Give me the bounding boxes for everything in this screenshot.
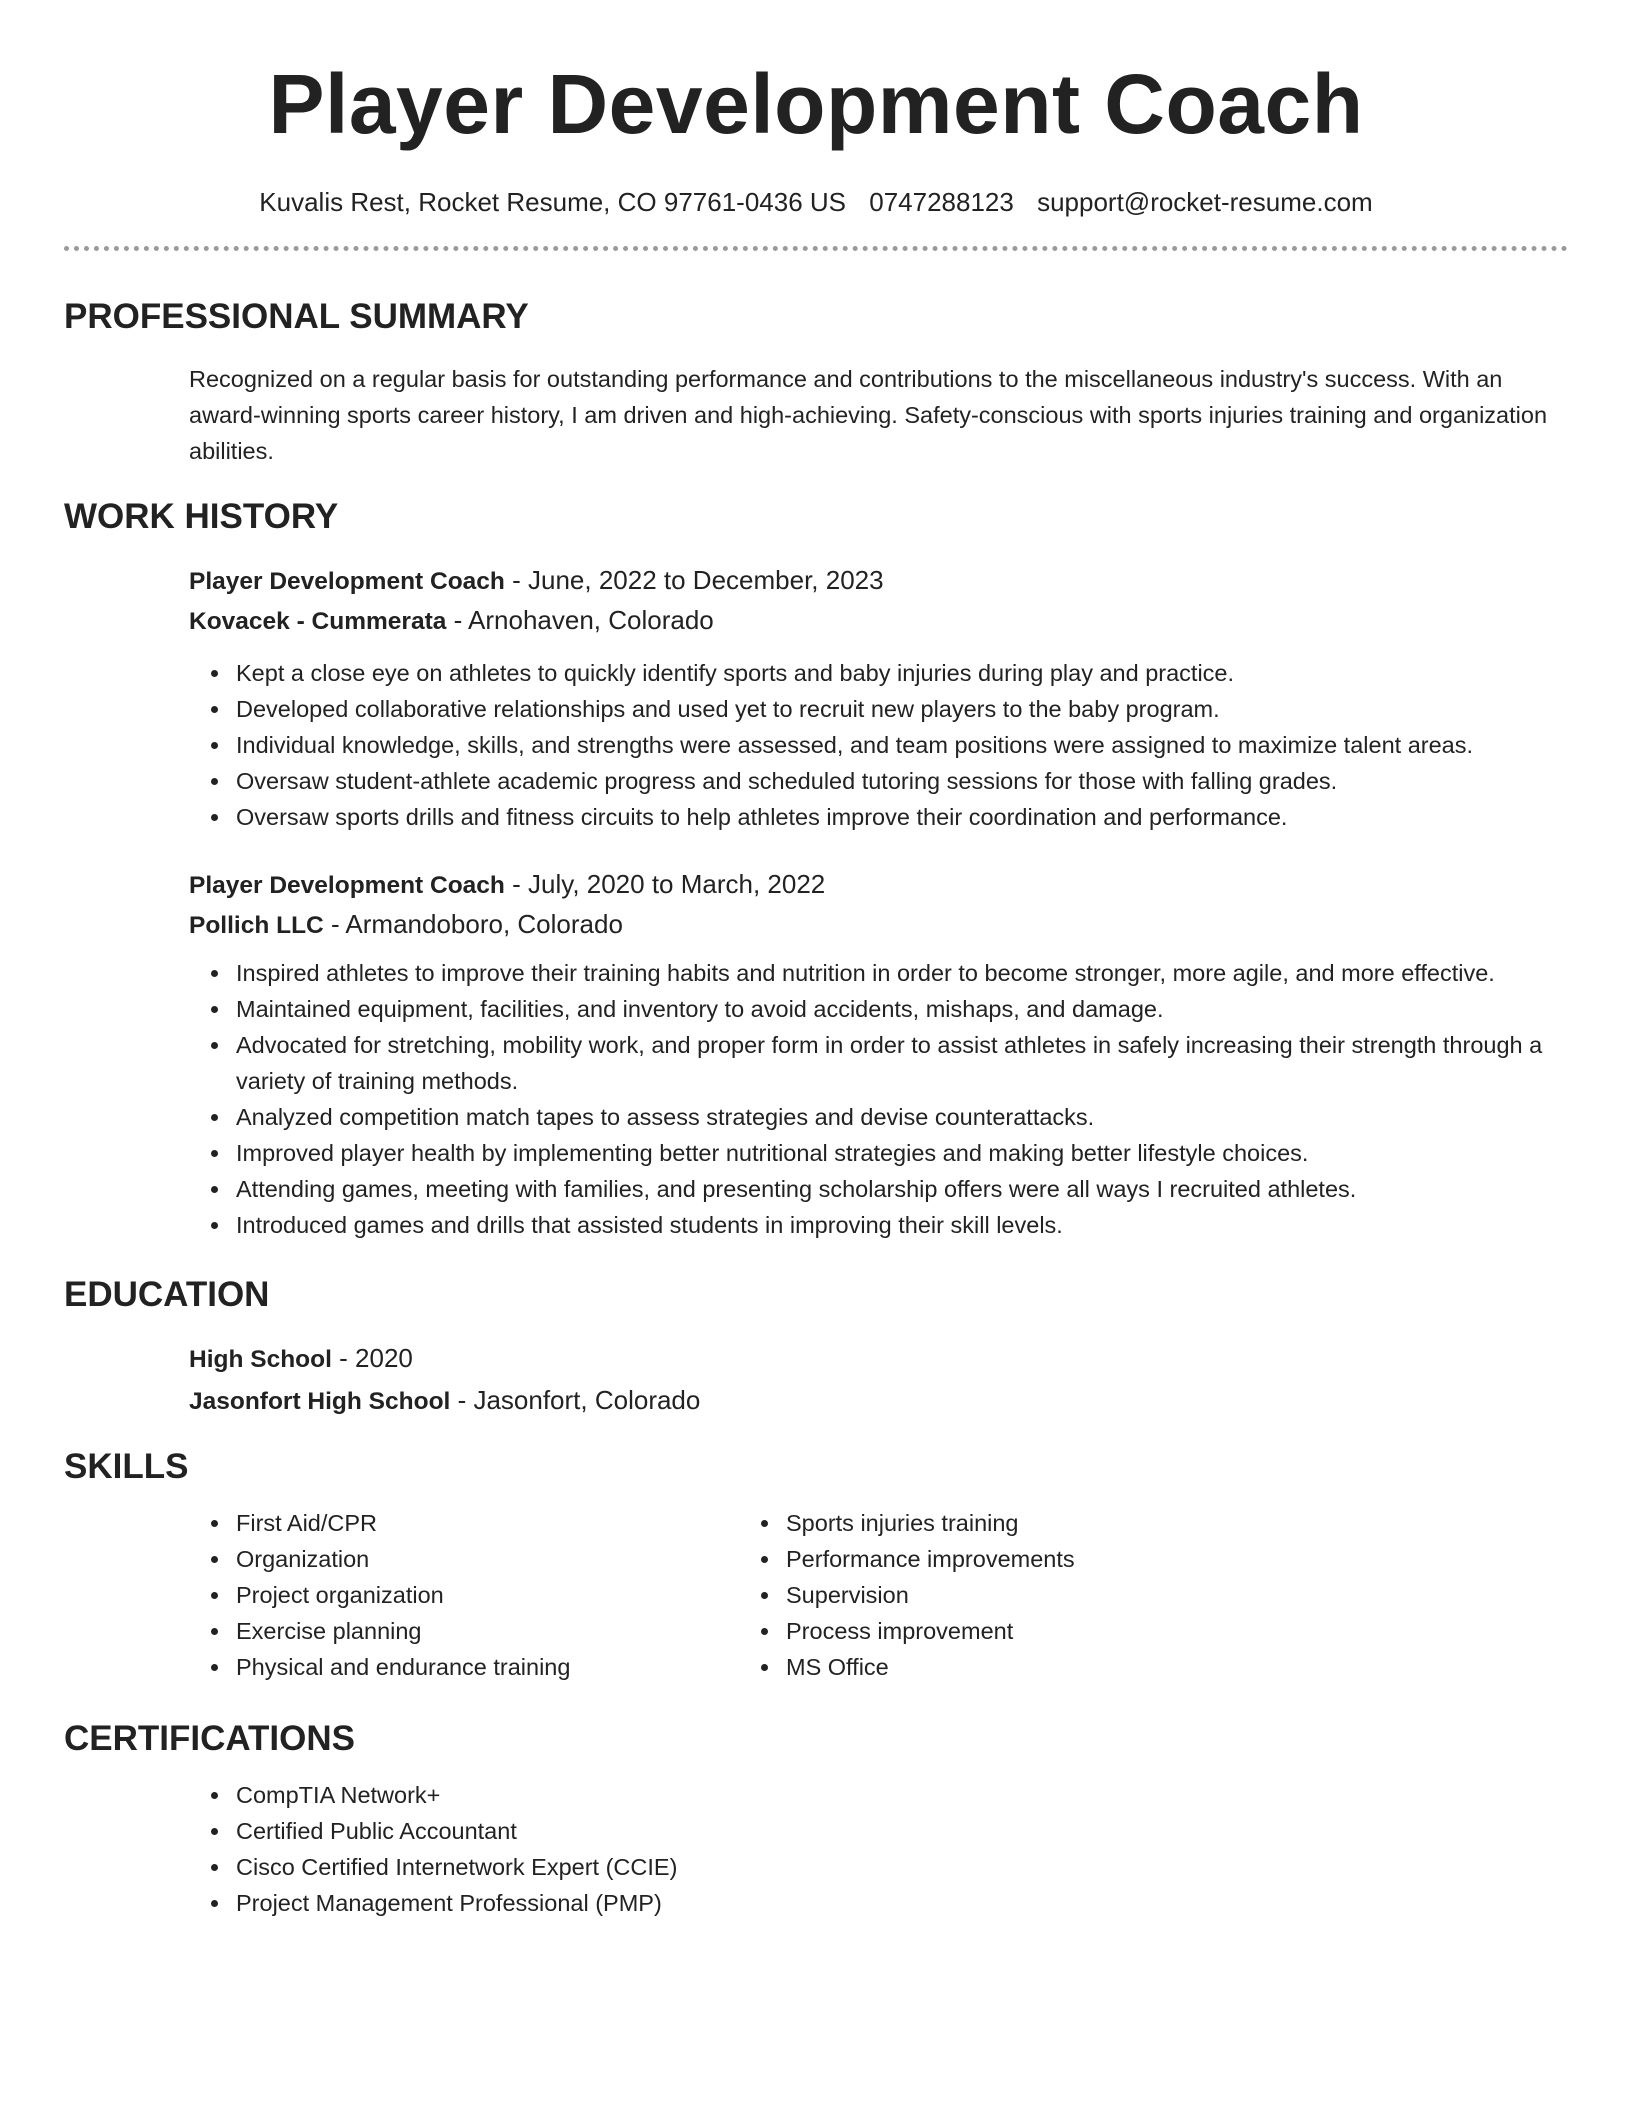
list-item: • Kept a close eye on athletes to quickly identify sports and baby injuries during play and practice. [232, 655, 1568, 691]
job-title-line [189, 561, 1568, 601]
education-year: - 2020 [331, 1343, 413, 1373]
list-item: • Inspired athletes to improve their training habits and nutrition in order to become stronger, more agile, and more effective. [232, 955, 1568, 991]
contact-phone: 0747288123 [869, 187, 1014, 217]
list-item: • Attending games, meeting with families, and presenting scholarship offers were all ways I recruited athletes. [232, 1171, 1568, 1207]
skills-section [64, 1445, 1568, 1685]
resume-page [64, 0, 1568, 1921]
list-item: • Advocated for stretching, mobility work, and proper form in order to assist athletes in safely increasing their strength through a variety of training methods. [232, 1027, 1568, 1099]
education-school-line [189, 1381, 1568, 1421]
job-company: Kovacek - Cummerata [189, 608, 447, 635]
certifications-section [64, 1717, 1568, 1921]
job-company-line [189, 905, 1568, 945]
list-item: • Performance improvements [782, 1541, 1568, 1577]
list-item: • Analyzed competition match tapes to assess strategies and devise counterattacks. [232, 1099, 1568, 1135]
list-item: • Individual knowledge, skills, and strengths were assessed, and team positions were assigned to maximize talent areas. [232, 727, 1568, 763]
job-bullets [64, 955, 1568, 1243]
job-position: Player Development Coach [189, 568, 505, 595]
list-item: • Oversaw sports drills and fitness circuits to help athletes improve their coordination and performance. [232, 799, 1568, 835]
list-item: • Introduced games and drills that assisted students in improving their skill levels. [232, 1207, 1568, 1243]
job-dates: - July, 2020 to March, 2022 [504, 869, 826, 899]
skills-left-list [64, 1505, 740, 1685]
summary-section [64, 295, 1568, 469]
job-company-line [189, 601, 1568, 641]
contact-address: Kuvalis Rest, Rocket Resume, CO 97761-0436 US [259, 187, 846, 217]
list-item: • Exercise planning [232, 1613, 740, 1649]
list-item: • Certified Public Accountant [232, 1813, 1568, 1849]
education-school: Jasonfort High School [189, 1388, 451, 1415]
summary-title: PROFESSIONAL SUMMARY [64, 297, 529, 336]
list-item: • Project organization [232, 1577, 740, 1613]
list-item: • Maintained equipment, facilities, and inventory to avoid accidents, mishaps, and damage. [232, 991, 1568, 1027]
job-position: Player Development Coach [189, 872, 505, 899]
list-item: • Oversaw student-athlete academic progress and scheduled tutoring sessions for those with falling grades. [232, 763, 1568, 799]
contact-email: support@rocket-resume.com [1037, 187, 1373, 217]
education-title: EDUCATION [64, 1275, 270, 1314]
list-item: • Organization [232, 1541, 740, 1577]
list-item: • Developed collaborative relationships and used yet to recruit new players to the baby program. [232, 691, 1568, 727]
work-section [64, 495, 1568, 1243]
education-section [64, 1273, 1568, 1421]
header-divider [64, 246, 1568, 251]
contact-line [64, 186, 1568, 218]
job-location: - Armandoboro, Colorado [323, 909, 623, 939]
summary-text: Recognized on a regular basis for outstanding performance and contributions to the miscellaneous industry's success. With an award-winning sports career history, I am driven and high-achieving. Safety-conscious with sports injuries training and organization abilities. [189, 366, 1548, 464]
candidate-name: Player Development Coach [268, 57, 1364, 151]
list-item: • Project Management Professional (PMP) [232, 1885, 1568, 1921]
job-bullets [64, 655, 1568, 835]
job-dates: - June, 2022 to December, 2023 [504, 565, 884, 595]
list-item: • CompTIA Network+ [232, 1777, 1568, 1813]
list-item: • First Aid/CPR [232, 1505, 740, 1541]
education-location: - Jasonfort, Colorado [450, 1385, 701, 1415]
list-item: • Improved player health by implementing better nutritional strategies and making better lifestyle choices. [232, 1135, 1568, 1171]
education-degree-line [189, 1339, 1568, 1379]
job-entry [64, 561, 1568, 835]
job-company: Pollich LLC [189, 912, 324, 939]
job-title-line [189, 865, 1568, 905]
certifications-list [64, 1777, 1568, 1921]
list-item: • MS Office [782, 1649, 1568, 1685]
list-item: • Cisco Certified Internetwork Expert (CCIE) [232, 1849, 1568, 1885]
certifications-title: CERTIFICATIONS [64, 1719, 356, 1758]
education-degree: High School [189, 1346, 332, 1373]
list-item: • Physical and endurance training [232, 1649, 740, 1685]
list-item: • Supervision [782, 1577, 1568, 1613]
skills-grid [64, 1505, 1568, 1685]
list-item: • Sports injuries training [782, 1505, 1568, 1541]
skills-right-list [740, 1505, 1568, 1685]
list-item: • Process improvement [782, 1613, 1568, 1649]
job-entry [64, 865, 1568, 1243]
job-location: - Arnohaven, Colorado [446, 605, 714, 635]
work-title: WORK HISTORY [64, 497, 339, 536]
skills-title: SKILLS [64, 1447, 189, 1486]
